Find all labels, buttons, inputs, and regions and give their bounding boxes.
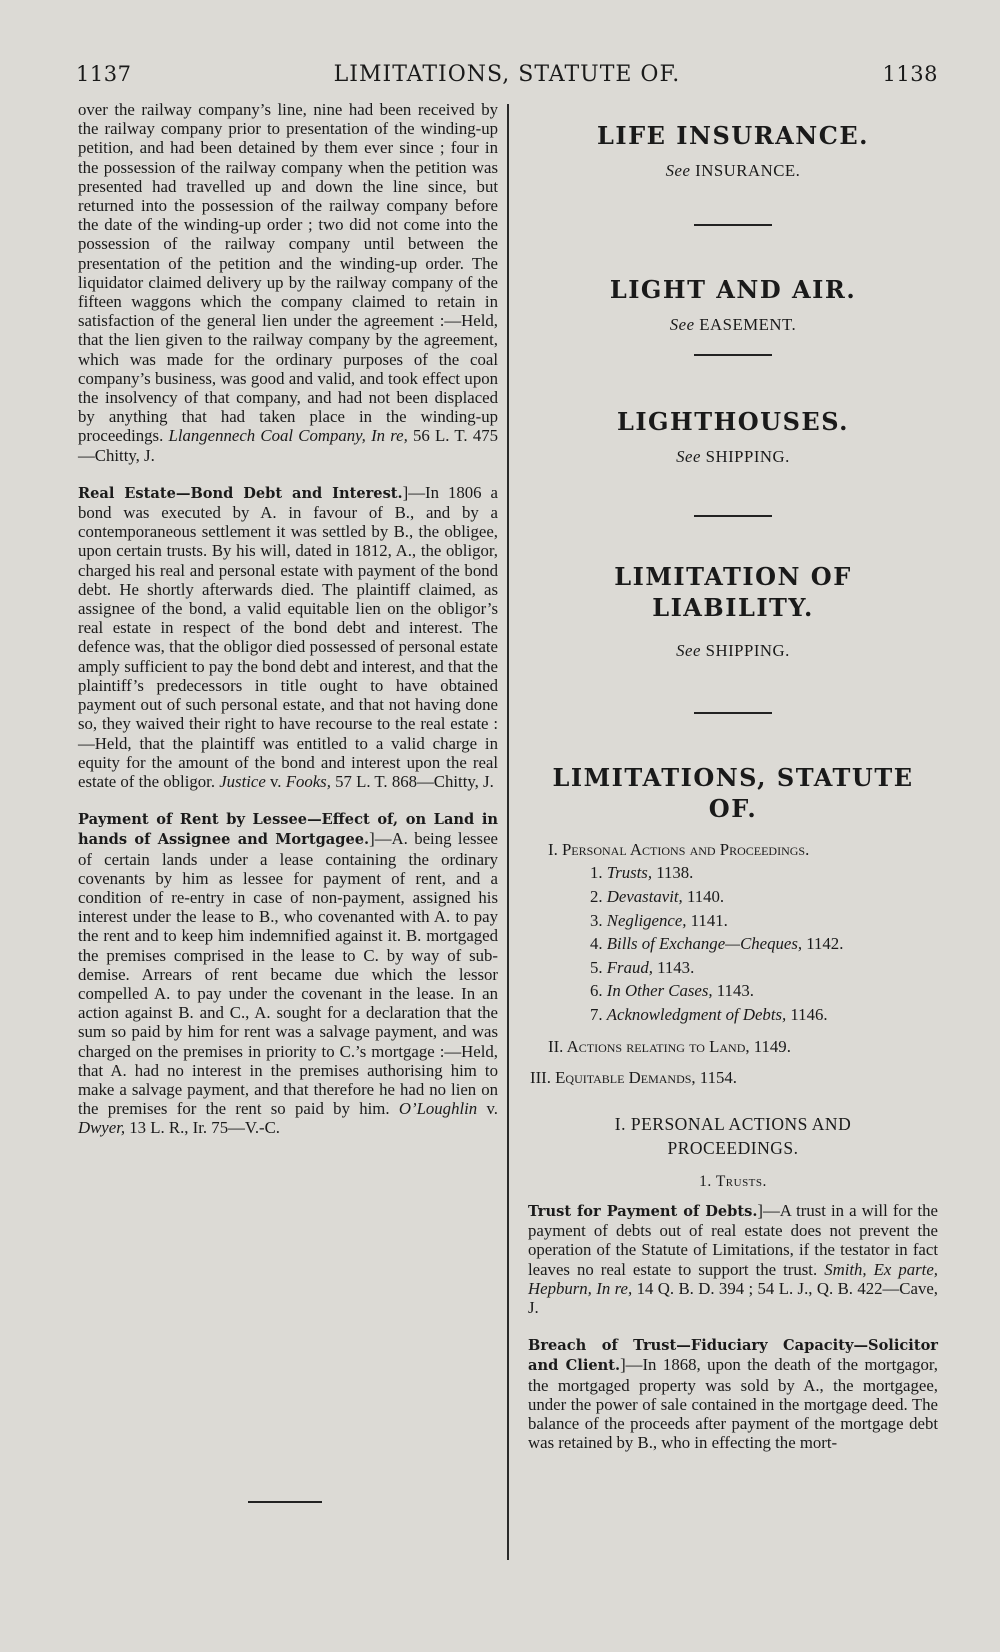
toc-page: 1143. — [652, 957, 695, 977]
citation-reference: 13 L. R., Ir. 75—V.-C. — [125, 1118, 280, 1138]
toc-title: Fraud, — [606, 957, 653, 977]
entry-trust-for-debts — [528, 1201, 938, 1317]
entry-text: ]—A. being lessee of certain lands under a lease containing the ordinary covenants by him as lessee for payment of rent, and a condition of re-entry in case of non-payment, assigned his interest under the lease to B., who covenanted with A. to pay the rent and to keep him indemnified against it. B. mortgaged the premises comprised in the lease to C. by way of sub-demise. Arrears of rent became due which the lessor compelled A. to pay under the covenant in the lease. In an action against B. and C., A. sought for a declaration that the sum so paid by him for rent was a salvage payment, and was charged on the premises in priority to C.’s mortgage :—Held, that A. had no interest in the premises authorising him to make a salvage payment, and that therefore he had no lien on the premises for the rent so paid by him. — [78, 829, 498, 1119]
toc-item — [528, 909, 938, 933]
cross-reference — [528, 641, 938, 660]
toc-title: Negligence, — [606, 910, 687, 930]
section-rule — [694, 712, 772, 714]
see-label: See — [676, 640, 701, 660]
case-party: Fooks, — [285, 771, 331, 791]
see-target: SHIPPING. — [700, 640, 790, 660]
see-label: See — [665, 161, 691, 180]
versus: v. — [265, 771, 286, 791]
section-contents — [528, 838, 938, 1090]
section-rule — [694, 515, 772, 517]
entry-breach-of-trust — [528, 1335, 938, 1452]
section-title: LIGHT AND AIR. — [609, 275, 857, 305]
toc-page: 1141. — [686, 910, 728, 930]
section-light-and-air — [528, 274, 938, 356]
page-number-left: 1137 — [76, 62, 132, 86]
section-title: LIFE INSURANCE. — [597, 121, 869, 150]
section-life-insurance — [528, 120, 938, 226]
section-rule — [694, 224, 772, 226]
right-column — [528, 100, 938, 1452]
section-title: LIMITATION OF — [614, 561, 852, 591]
toc-title: Devastavit, — [606, 887, 683, 906]
toc-item — [528, 932, 938, 956]
toc-page: 1138. — [652, 863, 694, 883]
part-heading — [528, 1112, 938, 1160]
paragraph-continued — [78, 100, 498, 465]
paragraph-text: over the railway company’s line, nine had been received by the railway company prior to presentation of the winding-up petition, and had been detained by them ever since ; four in the possession of the railway company when the petition was presented had travelled up and down the line since, but returned into the possession of the railway company before the date of the winding-up order ; two did not come into the possession of the railway company until between the presentation of the petition and the winding-up order. The liquidator claimed delivery up by the railway company of the fifteen waggons which the company claimed to retain in satisfaction of the general lien under the agreement :—Held, that the lien given to the railway company by the agreement, which was made for the ordinary purposes of the coal company’s business, was good and valid, and took effect upon the insolvency of that company, and had not been displaced by anything that had taken place in the winding-up proceedings. — [78, 100, 498, 446]
cross-reference — [528, 447, 938, 466]
toc-page: 1140. — [682, 887, 725, 906]
case-citation: Llangennech Coal Company, In re, — [168, 426, 408, 446]
citation-reference: 56 L. T. 475—Chitty, J. — [78, 426, 498, 465]
toc-page: 1143. — [712, 981, 754, 1001]
see-target: SHIPPING. — [700, 447, 790, 467]
toc-item — [528, 861, 938, 885]
end-rule — [248, 1501, 322, 1503]
toc-item — [528, 979, 938, 1003]
entry-text: ]—In 1806 a bond was executed by A. in favour of B., and by a contemporaneous settlement it was settled by B., the obligee, upon certain trusts. By his will, dated in 1812, A., the obligor, charged his real and personal estate with payment of the bond debt. He shortly afterwards died. The plaintiff claimed, as assignee of the bond, a valid equitable lien on the obligor’s real estate in respect of the bond debt and interest. The defence was, that the obligor died possessed of personal estate amply sufficient to pay the bond debt and interest, and that the plaintiff’s predecessors in title ought to have obtained payment out of such personal estate, and that not having done so, they waived their right to have recourse to the real estate :—Held, that the plaintiff was entitled to a valid charge in equity for the amount of the bond and interest upon the real estate of the obligor. — [78, 482, 498, 791]
see-label: See — [669, 315, 695, 335]
toc-title: Acknowledgment of Debts, — [606, 1004, 787, 1024]
toc-number: 4. — [590, 934, 607, 954]
see-label: See — [676, 447, 701, 467]
entry-text: ]—In 1868, upon the death of the mortgagor, the mortgaged property was sold by A., the mortgagee, under the power of sale contained in the mortgage deed. The balance of the proceeds after payment of the mortgage debt was retained by B., who in effecting the mort- — [528, 1355, 938, 1453]
section-title-line-2: LIABILITY. — [652, 592, 814, 622]
toc-number: 3. — [590, 910, 607, 930]
citation-reference: 57 L. T. 868—Chitty, J. — [330, 771, 494, 791]
part-heading-line-1: I. PERSONAL ACTIONS AND — [614, 1113, 852, 1134]
subsection-heading: 1. Trusts. — [699, 1172, 767, 1190]
toc-part-i: I. Personal Actions and Proceedings. — [548, 839, 810, 859]
case-citation: Smith, Ex parte, Hepburn, In re, — [528, 1259, 938, 1298]
entry-heading: Breach of Trust—Fiduciary Capacity—Solicitor and Client. — [528, 1337, 938, 1375]
toc-title: Trusts, — [606, 863, 653, 883]
toc-number: 6. — [590, 981, 607, 1001]
entry-heading: Payment of Rent by Lessee—Effect of, on Land in hands of Assignee and Mortgagee. — [78, 811, 498, 849]
toc-title: In Other Cases, — [606, 981, 713, 1001]
left-column — [78, 100, 498, 1138]
toc-title: Bills of Exchange—Cheques, — [606, 934, 803, 954]
versus: v. — [477, 1099, 498, 1119]
section-rule — [694, 354, 772, 356]
cross-reference — [528, 315, 938, 334]
toc-page: 1146. — [786, 1004, 828, 1024]
entry-heading: Real Estate—Bond Debt and Interest. — [78, 484, 403, 502]
toc-item — [528, 956, 938, 980]
running-header — [76, 62, 938, 94]
cross-reference — [528, 161, 938, 180]
toc-item — [528, 1003, 938, 1027]
section-title-line-2: OF. — [708, 793, 758, 823]
see-target: INSURANCE. — [690, 161, 801, 180]
case-party: O’Loughlin — [398, 1099, 478, 1119]
running-title: LIMITATIONS, STATUTE OF. — [333, 62, 681, 87]
toc-number: 2. — [590, 887, 607, 906]
toc-item — [528, 885, 938, 909]
section-limitation-of-liability — [528, 561, 938, 714]
case-party: Dwyer, — [78, 1118, 126, 1138]
see-target: EASEMENT. — [694, 315, 797, 335]
section-limitations-statute-of — [528, 762, 938, 824]
toc-part-iii: III. Equitable Demands, 1154. — [530, 1068, 737, 1088]
column-divider — [507, 104, 509, 1560]
entry-text: ]—A trust in a will for the payment of debts out of real estate does not prevent the operation of the Statute of Limitations, if the testator in fact leaves no real estate to support the trust. — [528, 1200, 938, 1279]
toc-part-ii: II. Actions relating to Land, 1149. — [548, 1036, 791, 1056]
toc-number: 1. — [590, 863, 607, 883]
section-title: LIGHTHOUSES. — [616, 407, 850, 437]
page-number-right: 1138 — [882, 62, 938, 86]
section-title: LIMITATIONS, STATUTE — [552, 762, 914, 792]
part-heading-line-2: PROCEEDINGS. — [667, 1137, 799, 1158]
citation-reference: 14 Q. B. D. 394 ; 54 L. J., Q. B. 422—Cave, J. — [528, 1278, 938, 1317]
toc-number: 7. — [590, 1004, 607, 1024]
entry-payment-of-rent — [78, 809, 498, 1137]
toc-page: 1142. — [802, 934, 844, 954]
entry-heading: Trust for Payment of Debts. — [528, 1202, 758, 1220]
section-lighthouses — [528, 406, 938, 516]
entry-real-estate — [78, 483, 498, 791]
case-party: Justice — [219, 771, 266, 791]
toc-number: 5. — [590, 957, 607, 977]
